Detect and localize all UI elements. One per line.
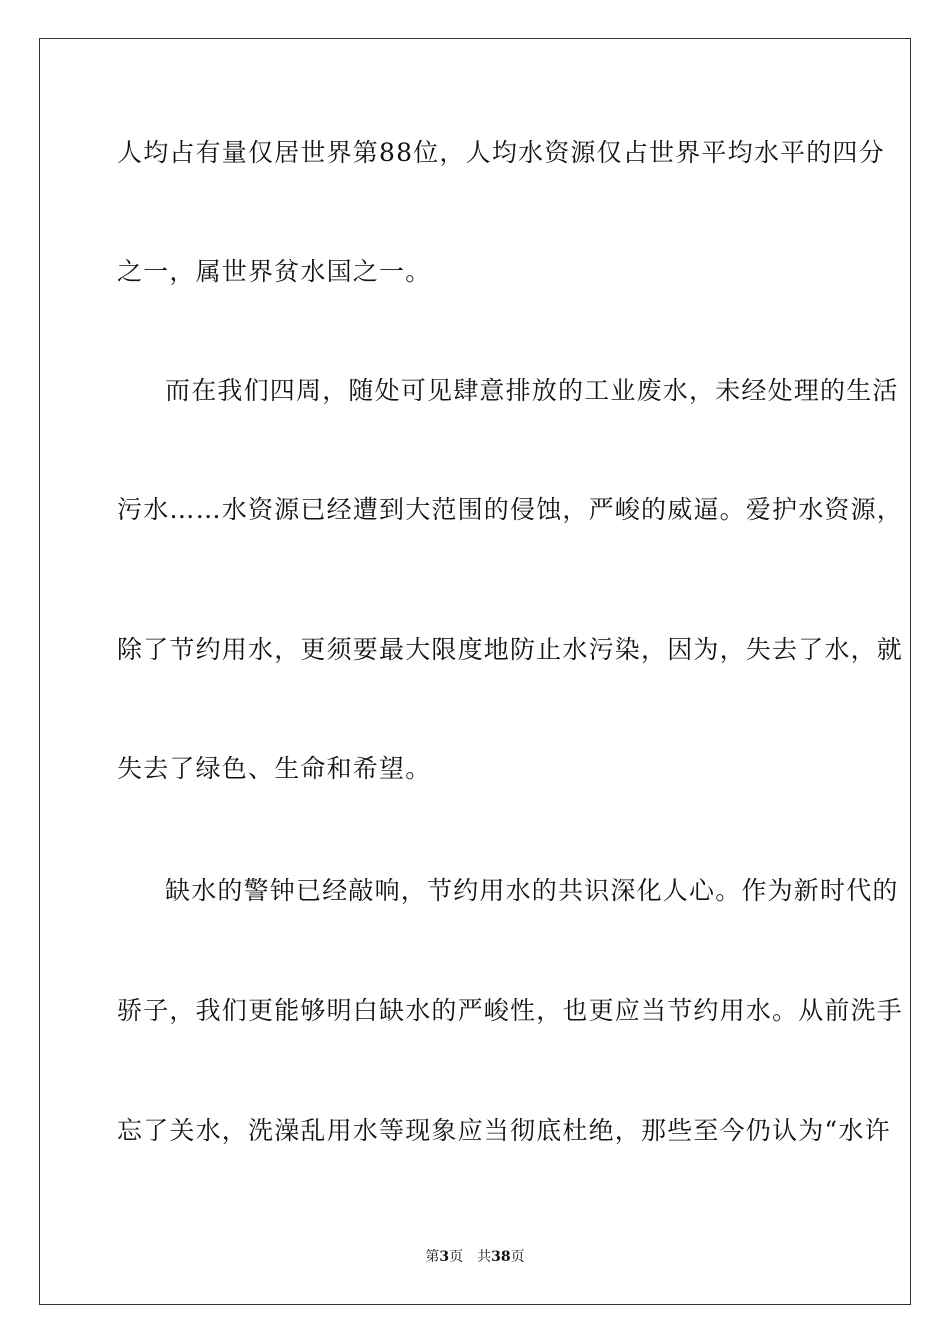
body-line-8: 骄子，我们更能够明白缺水的严峻性，也更应当节约用水。从前洗手	[117, 996, 904, 1025]
page-footer	[0, 1247, 950, 1267]
page-current: 3	[439, 1249, 450, 1265]
body-line-6: 失去了绿色、生命和希望。	[117, 754, 432, 783]
total-prefix: 共	[477, 1249, 492, 1265]
body-line-7: 缺水的警钟已经敲响，节约用水的共识深化人心。作为新时代的	[165, 876, 899, 905]
page-total: 38	[491, 1249, 511, 1265]
page-suffix: 页	[449, 1249, 464, 1265]
body-line-5: 除了节约用水，更须要最大限度地防止水污染，因为，失去了水，就	[117, 635, 904, 664]
total-suffix: 页	[510, 1249, 525, 1265]
body-line-9: 忘了关水，洗澡乱用水等现象应当彻底杜绝，那些至今仍认为“水许	[117, 1116, 891, 1145]
body-line-2: 之一，属世界贫水国之一。	[117, 257, 432, 286]
body-line-3: 而在我们四周，随处可见肆意排放的工业废水，未经处理的生活	[165, 376, 899, 405]
body-line-1: 人均占有量仅居世界第88位，人均水资源仅占世界平均水平的四分	[117, 138, 885, 167]
body-line-4: 污水……水资源已经遭到大范围的侵蚀，严峻的威逼。爱护水资源，	[117, 495, 904, 524]
page-prefix: 第	[425, 1249, 440, 1265]
